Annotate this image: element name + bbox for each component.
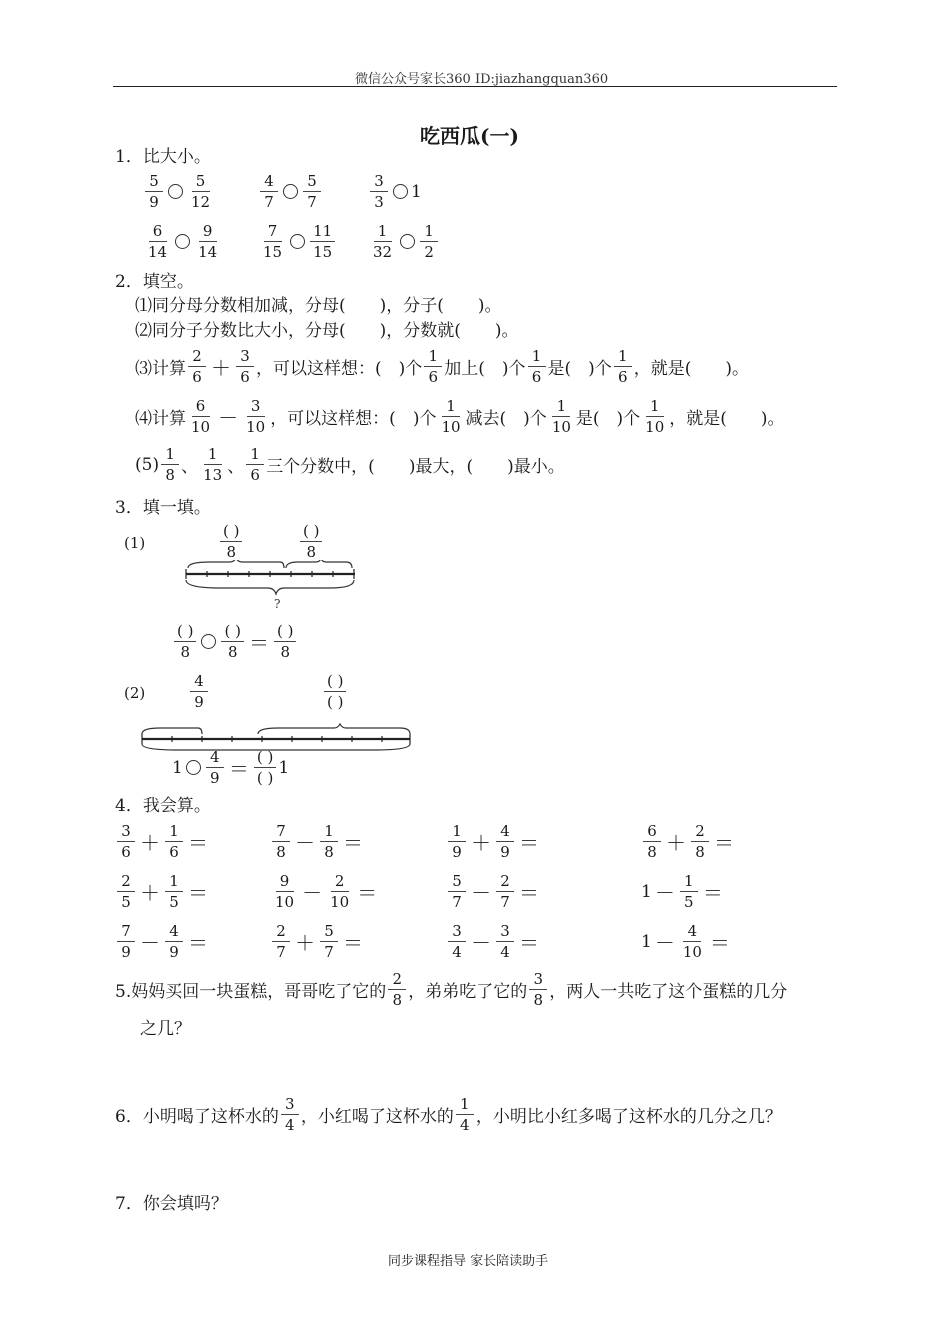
numerator: 1	[614, 347, 632, 367]
q3-part1-top-fraction-1	[218, 522, 244, 561]
denominator: ( )	[256, 769, 274, 787]
compare-circle	[201, 634, 216, 649]
denominator: 8	[392, 991, 402, 1009]
operator: ＋	[140, 881, 160, 905]
numerator: 2	[331, 872, 349, 892]
denominator: 7	[276, 943, 286, 961]
exercise	[446, 872, 542, 911]
denominator: 8	[226, 543, 237, 561]
q3-part2-label: (2)	[124, 684, 146, 702]
fraction	[190, 672, 208, 711]
fraction	[614, 347, 632, 386]
operand-b	[691, 822, 709, 861]
right-fraction	[195, 222, 220, 261]
numerator: 6	[149, 222, 167, 242]
denominator: 10	[645, 418, 665, 436]
numerator: 11	[310, 222, 335, 242]
text: ，小红喝了这杯水的	[300, 1107, 454, 1127]
operand-b	[680, 922, 705, 961]
left-fraction	[370, 172, 388, 211]
numerator: 5	[145, 172, 163, 192]
numerator: 1	[448, 822, 466, 842]
operand-a: 1	[641, 931, 652, 952]
operator: －	[218, 406, 239, 430]
numerator: 1	[246, 445, 264, 465]
operator: ＝	[519, 881, 539, 905]
numerator: 7	[117, 922, 135, 942]
operator: －	[471, 931, 491, 955]
q5-line-2: 之几？	[140, 1019, 191, 1039]
numerator: 9	[199, 222, 217, 242]
denominator: 10	[275, 893, 295, 911]
operator: ＝	[709, 931, 730, 955]
exercise	[270, 872, 380, 911]
exercise	[641, 922, 733, 961]
denominator: 2	[424, 243, 434, 261]
q2-line-3	[135, 347, 749, 386]
operator: ＋	[295, 931, 315, 955]
numerator: 2	[272, 922, 290, 942]
compare-item	[258, 172, 323, 211]
text: 、	[181, 457, 199, 477]
q3-part2-top-fraction-2	[322, 672, 348, 711]
numerator: 1	[165, 822, 183, 842]
operand-a	[117, 872, 135, 911]
denominator: 9	[169, 943, 179, 961]
fraction	[206, 748, 224, 787]
exercise	[115, 872, 211, 911]
operator: ＝	[357, 881, 378, 905]
numerator: 1	[456, 1095, 474, 1115]
compare-item	[368, 222, 440, 261]
denominator: 8	[165, 466, 175, 484]
operand-b	[496, 922, 514, 961]
q2-line-5	[135, 445, 565, 484]
fraction	[456, 1095, 474, 1134]
numerator: ( )	[220, 522, 242, 542]
q2-label: 2．填空。	[115, 272, 194, 292]
text: 是( )个	[575, 409, 641, 429]
text: (5)	[135, 454, 160, 475]
denominator: 8	[324, 843, 334, 861]
operand-a	[117, 822, 135, 861]
denominator: 9	[210, 769, 220, 787]
fraction	[274, 622, 296, 661]
numerator: 4	[260, 172, 278, 192]
operand-b	[165, 822, 183, 861]
left-fraction	[145, 222, 170, 261]
denominator: 14	[148, 243, 168, 261]
denominator: 6	[618, 368, 628, 386]
denominator: 10	[441, 418, 461, 436]
operator: ＋	[211, 356, 231, 380]
fraction	[220, 522, 242, 561]
fraction	[221, 622, 243, 661]
operator: ＝	[228, 757, 249, 781]
denominator: 8	[533, 991, 543, 1009]
denominator: 7	[500, 893, 510, 911]
fraction	[254, 748, 276, 787]
fraction	[243, 397, 268, 436]
fraction	[424, 347, 442, 386]
operator: ＝	[714, 831, 734, 855]
numerator: 1	[161, 445, 179, 465]
right-fraction	[420, 222, 438, 261]
text: ，可以这样想：( )个	[256, 359, 423, 379]
denominator: 5	[684, 893, 694, 911]
right-fraction	[303, 172, 321, 211]
compare-circle	[186, 760, 201, 775]
denominator: 5	[121, 893, 131, 911]
numerator: ( )	[254, 748, 276, 768]
numerator: 4	[165, 922, 183, 942]
compare-circle	[400, 234, 415, 249]
denominator: 13	[203, 466, 223, 484]
numerator: 4	[190, 672, 208, 692]
operator: ＝	[188, 831, 208, 855]
text: 是( )个	[547, 359, 612, 379]
fraction	[388, 970, 406, 1009]
denominator: 6	[192, 368, 202, 386]
q3-part2-top-fraction-1	[188, 672, 210, 711]
fraction	[642, 397, 667, 436]
text: 5.妈妈买回一块蛋糕，哥哥吃了它的	[115, 982, 387, 1002]
compare-item	[143, 172, 215, 211]
q5-line-1	[115, 970, 787, 1009]
denominator: 10	[246, 418, 266, 436]
fraction	[246, 445, 264, 484]
compare-circle	[290, 234, 305, 249]
numerator: 2	[188, 347, 206, 367]
exercise	[270, 822, 366, 861]
denominator: 12	[191, 193, 211, 211]
operator: －	[654, 931, 675, 955]
fraction	[281, 1095, 299, 1134]
q1-label: 1．比大小。	[115, 147, 211, 167]
q2-line-4	[135, 397, 785, 436]
operand-b	[320, 822, 338, 861]
denominator: 32	[373, 243, 393, 261]
denominator: 6	[531, 368, 542, 386]
operand-a	[272, 922, 290, 961]
denominator: ( )	[327, 693, 344, 711]
q3-part2-equation	[172, 748, 289, 787]
denominator: 7	[307, 193, 317, 211]
numerator: 1	[646, 397, 664, 417]
denominator: 8	[647, 843, 657, 861]
numerator: 2	[117, 872, 135, 892]
numerator: ( )	[174, 622, 196, 642]
operand-a	[448, 872, 466, 911]
operator: ＋	[471, 831, 491, 855]
fraction	[549, 397, 574, 436]
operator: －	[140, 931, 160, 955]
denominator: 8	[306, 543, 317, 561]
text: ，弟弟吃了它的	[408, 982, 528, 1002]
exercise	[641, 822, 737, 861]
fraction	[188, 397, 213, 436]
left-fraction	[145, 172, 163, 211]
operand-a	[448, 822, 466, 861]
fraction	[188, 347, 206, 386]
operator: ＝	[248, 631, 269, 655]
compare-circle	[175, 234, 190, 249]
right-fraction: 1	[411, 181, 422, 202]
numerator: 2	[691, 822, 709, 842]
question-mark: ?	[274, 597, 281, 611]
text: ，小明比小红多喝了这杯水的几分之几？	[475, 1107, 782, 1127]
operand-b	[327, 872, 352, 911]
text: 1	[172, 757, 183, 778]
page-footer: 同步课程指导 家长陪读助手	[388, 1254, 549, 1269]
numerator: 7	[272, 822, 290, 842]
denominator: 9	[149, 193, 159, 211]
text: ⑷计算	[135, 409, 186, 429]
numerator: 2	[388, 970, 406, 990]
denominator: 9	[500, 843, 510, 861]
operand-b	[680, 872, 698, 911]
brace-top-right	[258, 724, 410, 734]
denominator: 15	[263, 243, 283, 261]
compare-item	[258, 222, 337, 261]
q7-label: 7．你会填吗？	[115, 1194, 228, 1214]
header-rule	[113, 86, 837, 87]
numerator: 3	[236, 347, 254, 367]
numerator: 1	[165, 872, 183, 892]
brace-top-left	[142, 728, 202, 734]
numerator: 9	[276, 872, 294, 892]
denominator: 9	[452, 843, 462, 861]
numerator: 5	[448, 872, 466, 892]
fraction	[324, 672, 346, 711]
fraction	[528, 347, 546, 386]
brace-top-left	[188, 560, 284, 568]
denominator: 8	[276, 843, 286, 861]
denominator: 10	[330, 893, 350, 911]
operator: ＝	[519, 831, 539, 855]
numerator: 4	[683, 922, 701, 942]
operator: －	[295, 831, 315, 855]
exercise	[446, 822, 542, 861]
denominator: 8	[280, 643, 290, 661]
denominator: 6	[240, 368, 250, 386]
numerator: 1	[320, 822, 338, 842]
denominator: 8	[180, 643, 191, 661]
text: ，就是( )。	[633, 359, 750, 379]
denominator: 8	[695, 843, 705, 861]
numerator: 1	[552, 397, 570, 417]
denominator: 7	[452, 893, 462, 911]
denominator: 4	[500, 943, 510, 961]
numerator: 1	[204, 445, 222, 465]
fraction	[236, 347, 254, 386]
operator: ＝	[188, 931, 208, 955]
operand-a	[272, 822, 290, 861]
numerator: 3	[496, 922, 514, 942]
text: 三个分数中，( )最大，( )最小。	[266, 457, 565, 477]
operator: －	[302, 881, 323, 905]
left-fraction	[260, 172, 278, 211]
denominator: 10	[191, 418, 211, 436]
operand-b	[320, 922, 338, 961]
denominator: 6	[169, 843, 179, 861]
compare-item	[368, 172, 422, 211]
operand-b	[165, 872, 183, 911]
q2-line-1: ⑴同分母分数相加减，分母( )，分子( )。	[135, 296, 502, 316]
compare-circle	[168, 184, 183, 199]
numerator: 1	[424, 347, 442, 367]
operand-a	[272, 872, 297, 911]
numerator: 3	[448, 922, 466, 942]
denominator: 10	[551, 418, 571, 436]
exercise	[115, 822, 211, 861]
denominator: 4	[285, 1116, 295, 1134]
left-fraction	[260, 222, 285, 261]
page-header: 微信公众号家长360 ID:jiazhangquan360	[355, 72, 609, 87]
denominator: 8	[227, 643, 238, 661]
right-fraction	[310, 222, 335, 261]
exercise	[270, 922, 366, 961]
q3-part1-label: (1)	[124, 534, 146, 552]
denominator: 9	[194, 693, 204, 711]
numerator: 2	[496, 872, 514, 892]
fraction	[529, 970, 547, 1009]
operator: ＝	[188, 881, 208, 905]
operand-a	[448, 922, 466, 961]
operand-a: 1	[641, 881, 652, 902]
numerator: ( )	[324, 672, 346, 692]
numerator: 4	[496, 822, 514, 842]
operator: －	[654, 881, 675, 905]
operand-b	[165, 922, 183, 961]
denominator: 4	[452, 943, 462, 961]
brace-top-right	[286, 560, 352, 568]
numerator: ( )	[221, 622, 243, 642]
exercise	[641, 872, 726, 911]
fraction	[161, 445, 179, 484]
denominator: 3	[374, 193, 384, 211]
operator: ＋	[140, 831, 160, 855]
denominator: 6	[121, 843, 131, 861]
fraction	[200, 445, 225, 484]
denominator: 9	[121, 943, 131, 961]
denominator: 15	[313, 243, 333, 261]
denominator: 6	[250, 466, 260, 484]
text: ，两人一共吃了这个蛋糕的几分	[549, 982, 788, 1002]
denominator: 7	[324, 943, 334, 961]
operator: ＝	[519, 931, 539, 955]
text: 减去( )个	[465, 409, 547, 429]
fraction	[438, 397, 463, 436]
exercise	[446, 922, 542, 961]
operand-b	[496, 822, 514, 861]
text: ⑶计算	[135, 359, 186, 379]
exercise	[115, 922, 211, 961]
fraction	[174, 622, 196, 661]
numerator: 1	[442, 397, 460, 417]
text: ，可以这样想：( )个	[270, 409, 437, 429]
text: 1	[278, 757, 290, 778]
numerator: 1	[374, 222, 392, 242]
operator: ＝	[702, 881, 723, 905]
denominator: 7	[264, 193, 274, 211]
numerator: 4	[206, 748, 224, 768]
numerator: 3	[529, 970, 547, 990]
numerator: ( )	[300, 522, 322, 542]
text: ，就是( )。	[669, 409, 785, 429]
denominator: 6	[428, 368, 439, 386]
numerator: 3	[281, 1095, 299, 1115]
denominator: 14	[198, 243, 218, 261]
numerator: 1	[420, 222, 438, 242]
compare-circle	[283, 184, 298, 199]
operator: ＋	[666, 831, 686, 855]
q3-part1-number-line	[180, 560, 460, 612]
denominator: 10	[682, 943, 702, 961]
numerator: 6	[643, 822, 661, 842]
q6-line	[115, 1095, 782, 1134]
q3-label: 3．填一填。	[115, 498, 211, 518]
operand-a	[117, 922, 135, 961]
text: 6．小明喝了这杯水的	[115, 1107, 279, 1127]
q4-label: 4．我会算。	[115, 796, 211, 816]
numerator: ( )	[274, 622, 296, 642]
numerator: 6	[192, 397, 210, 417]
q2-line-2: ⑵同分子分数比大小，分母( )，分数就( )。	[135, 321, 519, 341]
q3-part1-equation	[172, 622, 298, 661]
compare-circle	[393, 184, 408, 199]
numerator: 5	[192, 172, 210, 192]
operand-b	[496, 872, 514, 911]
numerator: 1	[680, 872, 698, 892]
numerator: 5	[303, 172, 321, 192]
page-title: 吃西瓜(一)	[420, 124, 519, 148]
numerator: 5	[320, 922, 338, 942]
numerator: 3	[117, 822, 135, 842]
operand-a	[643, 822, 661, 861]
compare-item	[143, 222, 222, 261]
left-fraction	[370, 222, 395, 261]
brace-bottom	[186, 580, 354, 594]
text: 、	[227, 457, 245, 477]
numerator: 3	[370, 172, 388, 192]
right-fraction	[188, 172, 213, 211]
fraction	[300, 522, 322, 561]
denominator: 5	[169, 893, 179, 911]
numerator: 3	[247, 397, 265, 417]
text: 加上( )个	[444, 359, 526, 379]
operator: ＝	[343, 931, 363, 955]
numerator: 1	[528, 347, 546, 367]
q3-part1-top-fraction-2	[298, 522, 324, 561]
operator: ＝	[343, 831, 363, 855]
numerator: 7	[264, 222, 282, 242]
denominator: 4	[460, 1116, 470, 1134]
operator: －	[471, 881, 491, 905]
